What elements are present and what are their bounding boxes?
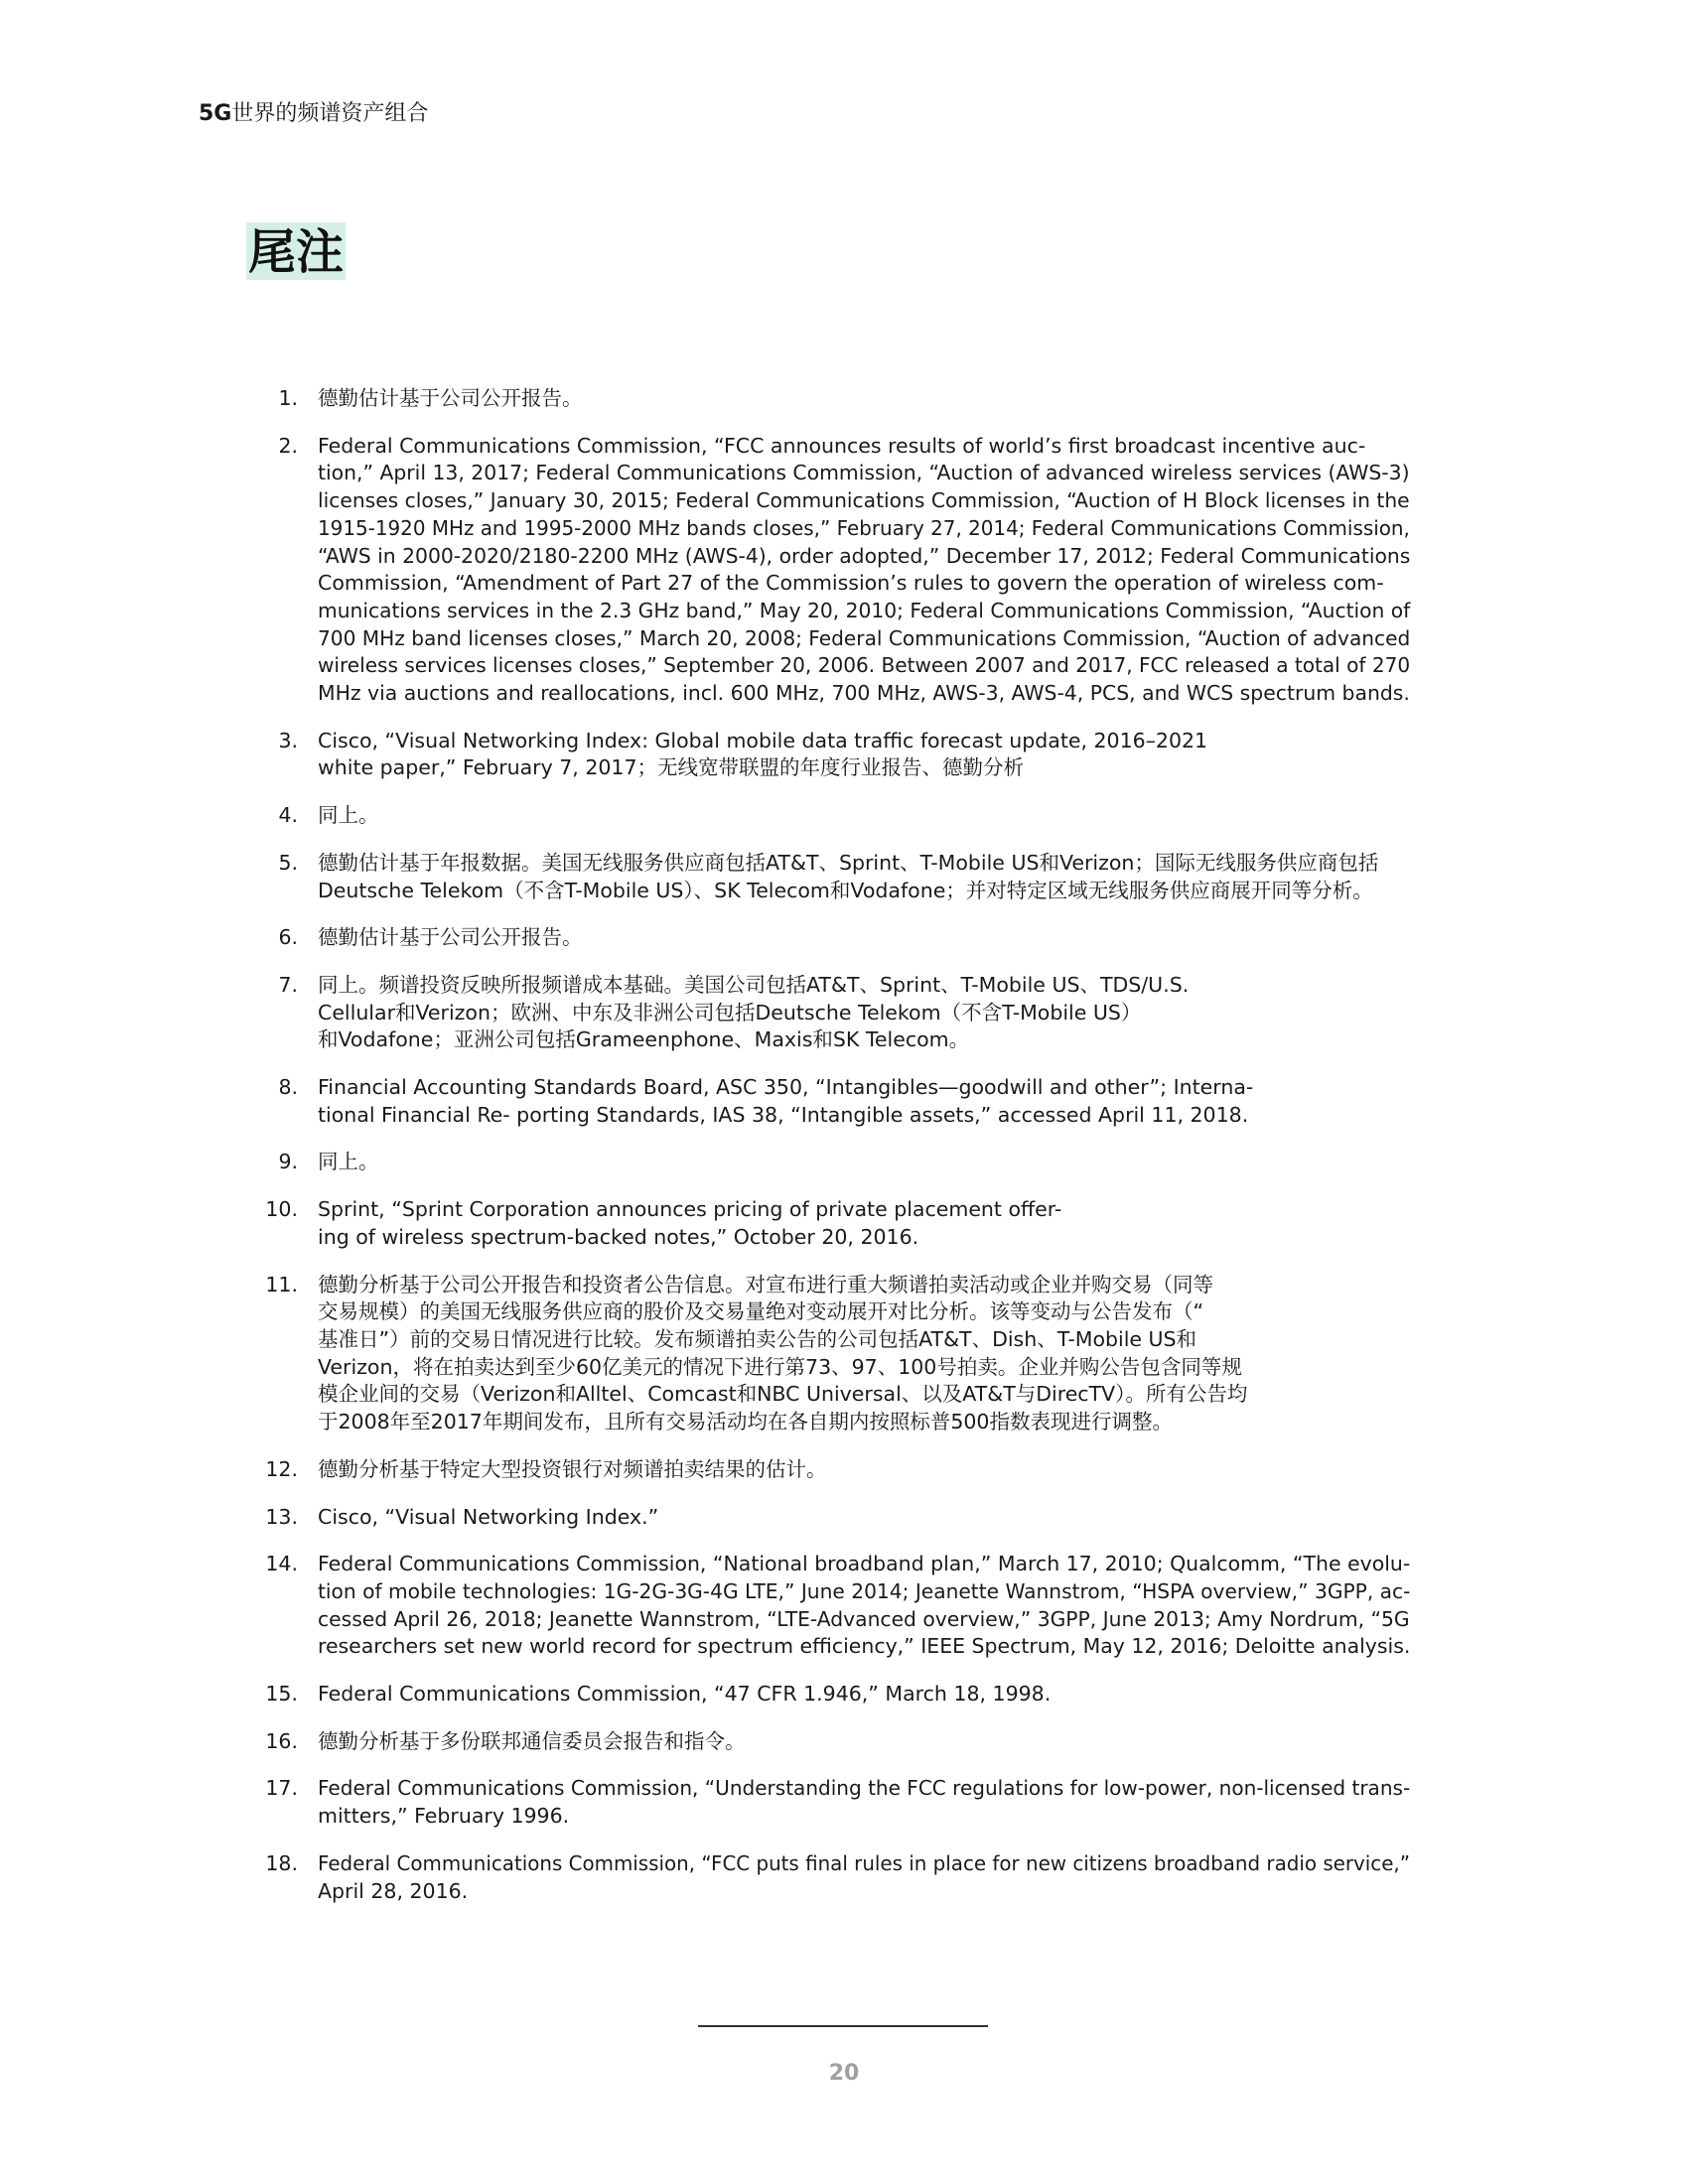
endnote-item	[248, 850, 1450, 904]
endnote-line: Sprint, “Sprint Corporation announces pricing of private placement offer-	[318, 1197, 1062, 1222]
endnote-text	[318, 1850, 1410, 1905]
section-title-block	[246, 220, 344, 286]
endnote-line: tion,” April 13, 2017; Federal Communications Commission, “Auction of advanced wireless services (AWS-3)	[318, 461, 1410, 485]
page-number: 20	[828, 2061, 860, 2086]
endnote-line: Federal Communications Commission, “FCC puts final rules in place for new citizens broadband radio service,”	[318, 1850, 1411, 1875]
endnote-line: Deutsche Telekom（不含T-Mobile US）、SK Telecom和Vodafone；并对特定区域无线服务供应商展开同等分析。	[318, 878, 1373, 902]
endnote-text	[318, 728, 1410, 782]
endnote-item	[248, 1196, 1450, 1251]
endnote-line: 同上。	[318, 1150, 379, 1174]
endnote-number: 16.	[265, 1728, 298, 1753]
endnote-item	[248, 972, 1450, 1054]
endnote-line: white paper,” February 7, 2017；无线宽带联盟的年度行业报告、德勤分析	[318, 755, 1025, 780]
endnote-item	[248, 1504, 1450, 1532]
endnote-text	[318, 972, 1410, 1054]
endnote-line: 模企业间的交易（Verizon和Alltel、Comcast和NBC Universal、以及AT&T与DirecTV）。所有公告均	[318, 1382, 1248, 1407]
endnote-text	[318, 1149, 1410, 1176]
endnote-number: 2.	[278, 433, 298, 458]
endnote-line: Cellular和Verizon；欧洲、中东及非洲公司包括Deutsche Telekom（不含T-Mobile US）	[318, 1000, 1142, 1024]
endnote-text	[318, 802, 1410, 830]
endnote-number: 13.	[265, 1504, 298, 1529]
endnote-text	[318, 1728, 1410, 1756]
endnote-line: Federal Communications Commission, “National broadband plan,” March 17, 2010; Qualcomm, “The evolu-	[318, 1552, 1411, 1576]
endnote-number: 1.	[278, 386, 298, 410]
endnote-line: 同上。频谱投资反映所报频谱成本基础。美国公司包括AT&T、Sprint、T-Mobile US、TDS/U.S.	[318, 972, 1190, 997]
endnote-line: “AWS in 2000-2020/2180-2200 MHz (AWS-4), order adopted,” December 17, 2012; Federal Communications	[318, 543, 1411, 568]
endnote-number: 12.	[265, 1456, 298, 1481]
running-header	[199, 99, 428, 129]
endnote-item	[248, 802, 1450, 830]
endnote-line: Federal Communications Commission, “FCC announces results of world’s first broadcast incentive auc-	[318, 433, 1366, 458]
endnote-number: 15.	[265, 1682, 298, 1706]
endnote-number: 10.	[265, 1197, 298, 1222]
endnote-number: 18.	[265, 1850, 298, 1875]
endnote-text	[318, 1272, 1410, 1436]
endnote-line: 德勤分析基于特定大型投资银行对频谱拍卖结果的估计。	[318, 1456, 827, 1481]
endnote-line: 于2008年至2017年期间发布，且所有交易活动均在各自期内按照标普500指数表现进行调整。	[318, 1410, 1173, 1434]
endnote-item	[248, 1074, 1450, 1129]
endnote-line: 德勤估计基于公司公开报告。	[318, 386, 583, 410]
endnote-line: 基准日”）前的交易日情况进行比较。发布频谱拍卖公告的公司包括AT&T、Dish、T-Mobile US和	[318, 1326, 1197, 1351]
endnote-line: wireless services licenses closes,” September 20, 2006. Between 2007 and 2017, FCC released a total of 270	[318, 653, 1411, 678]
endnote-number: 6.	[278, 925, 298, 950]
endnote-line: 700 MHz band licenses closes,” March 20, 2008; Federal Communications Commission, “Auction of advanced	[318, 625, 1411, 650]
endnote-number: 5.	[278, 850, 298, 875]
endnote-line: ing of wireless spectrum-backed notes,” October 20, 2016.	[318, 1224, 919, 1249]
endnote-line: 交易规模）的美国无线服务供应商的股价及交易量绝对变动展开对比分析。该等变动与公告发布（“	[318, 1299, 1204, 1324]
endnote-line: tion of mobile technologies: 1G-2G-3G-4G LTE,” June 2014; Jeanette Wannstrom, “HSPA overview,” 3GPP, ac-	[318, 1578, 1411, 1603]
endnote-text	[318, 1074, 1410, 1129]
endnote-line: Federal Communications Commission, “Understanding the FCC regulations for low-power, non-licensed trans-	[318, 1776, 1411, 1801]
endnotes-list	[248, 385, 1450, 1925]
endnote-item	[248, 385, 1450, 413]
endnote-line: 1915-1920 MHz and 1995-2000 MHz bands closes,” February 27, 2014; Federal Communications Commission,	[318, 515, 1410, 540]
endnote-item	[248, 728, 1450, 782]
endnote-number: 4.	[278, 803, 298, 828]
endnote-line: tional Financial Re- porting Standards, IAS 38, “Intangible assets,” accessed April 11, 2018.	[318, 1102, 1249, 1127]
endnote-line: Commission, “Amendment of Part 27 of the Commission’s rules to govern the operation of wireless com-	[318, 571, 1384, 596]
endnote-number: 9.	[278, 1150, 298, 1174]
endnote-line: 和Vodafone；亚洲公司包括Grameenphone、Maxis和SK Telecom。	[318, 1027, 970, 1052]
endnote-item	[248, 1850, 1450, 1905]
endnote-number: 7.	[278, 972, 298, 997]
endnote-text	[318, 385, 1410, 413]
endnote-line: 德勤估计基于年报数据。美国无线服务供应商包括AT&T、Sprint、T-Mobile US和Verizon；国际无线服务供应商包括	[318, 850, 1379, 875]
endnote-text	[318, 1681, 1410, 1708]
endnote-text	[318, 1504, 1410, 1532]
endnote-text	[318, 1775, 1410, 1830]
endnote-text	[318, 1456, 1410, 1484]
endnote-line: Financial Accounting Standards Board, ASC 350, “Intangibles—goodwill and other”; Interna-	[318, 1075, 1254, 1100]
endnote-item	[248, 924, 1450, 952]
endnote-line: 德勤分析基于公司公开报告和投资者公告信息。对宣布进行重大频谱拍卖活动或企业并购交易（同等	[318, 1272, 1213, 1297]
endnote-line: April 28, 2016.	[318, 1878, 469, 1903]
footer-divider	[698, 2025, 988, 2027]
endnote-item	[248, 1775, 1450, 1830]
endnote-line: Federal Communications Commission, “47 CFR 1.946,” March 18, 1998.	[318, 1682, 1052, 1706]
running-header-lead: 5G	[199, 101, 232, 126]
endnote-text	[318, 433, 1410, 708]
endnote-item	[248, 433, 1450, 708]
endnote-line: 德勤估计基于公司公开报告。	[318, 925, 583, 950]
endnote-text	[318, 924, 1410, 952]
section-title: 尾注	[248, 224, 345, 280]
endnote-line: mitters,” February 1996.	[318, 1804, 570, 1829]
endnote-number: 8.	[278, 1075, 298, 1100]
endnote-item	[248, 1681, 1450, 1708]
endnote-line: MHz via auctions and reallocations, incl. 600 MHz, 700 MHz, AWS-3, AWS-4, PCS, and WCS spectrum bands.	[318, 681, 1410, 706]
endnote-line: licenses closes,” January 30, 2015; Federal Communications Commission, “Auction of H Block licenses in the	[318, 488, 1410, 513]
endnote-line: cessed April 26, 2018; Jeanette Wannstrom, “LTE-Advanced overview,” 3GPP, June 2013; Amy Nordrum, “5G	[318, 1606, 1410, 1631]
running-header-title: 世界的频谱资产组合	[231, 101, 429, 126]
endnote-text	[318, 1196, 1410, 1251]
endnote-item	[248, 1456, 1450, 1484]
endnote-line: munications services in the 2.3 GHz band,” May 20, 2010; Federal Communications Commission, “Auction of	[318, 598, 1411, 622]
endnote-number: 3.	[278, 728, 298, 752]
endnote-item	[248, 1272, 1450, 1436]
endnote-line: Cisco, “Visual Networking Index.”	[318, 1504, 659, 1529]
endnote-number: 11.	[265, 1272, 298, 1297]
endnote-line: Cisco, “Visual Networking Index: Global mobile data traffic forecast update, 2016–2021	[318, 728, 1208, 752]
endnote-line: 德勤分析基于多份联邦通信委员会报告和指令。	[318, 1728, 746, 1753]
endnote-item	[248, 1149, 1450, 1176]
endnote-text	[318, 850, 1410, 904]
endnote-line: Verizon，将在拍卖达到至少60亿美元的情况下进行第73、97、100号拍卖。企业并购公告包含同等规	[318, 1354, 1242, 1379]
endnote-number: 14.	[265, 1552, 298, 1576]
endnote-text	[318, 1551, 1410, 1661]
endnote-item	[248, 1728, 1450, 1756]
endnote-line: 同上。	[318, 803, 379, 828]
endnote-line: researchers set new world record for spectrum efficiency,” IEEE Spectrum, May 12, 2016; Deloitte analysis.	[318, 1634, 1411, 1659]
endnote-number: 17.	[265, 1776, 298, 1801]
endnote-item	[248, 1551, 1450, 1661]
